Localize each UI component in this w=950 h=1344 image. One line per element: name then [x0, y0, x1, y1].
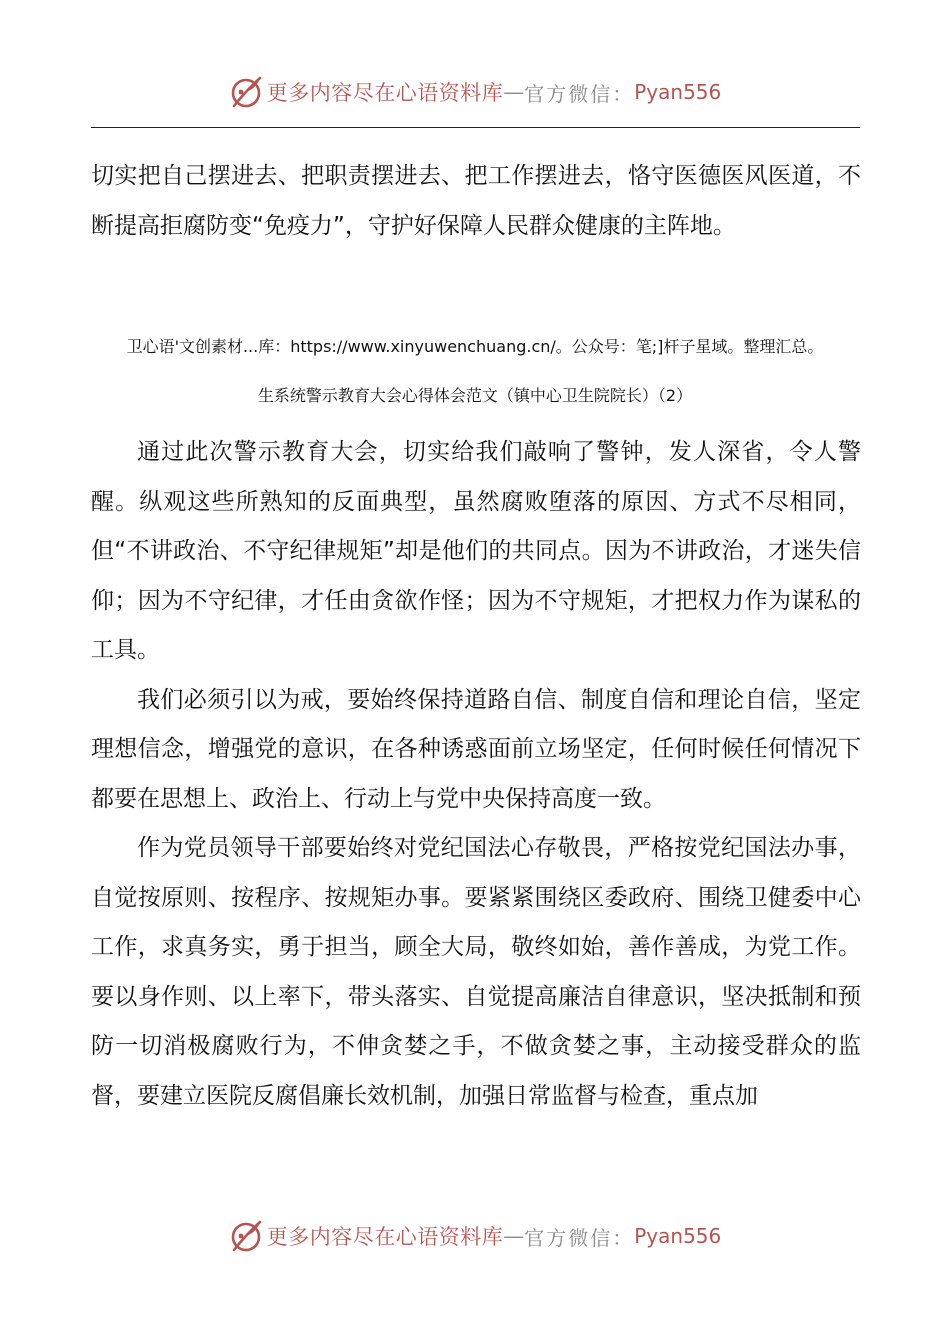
header-wechat-label: 官方微信： — [524, 81, 635, 106]
continued-paragraph: 切实把自己摆进去、把职责摆进去、把工作摆进去，恪守医德医风医道，不断提高拒腐防变“免疫力”，守护好保障人民群众健康的主阵地。 — [91, 163, 861, 239]
quill-pen-logo-icon — [229, 1219, 263, 1253]
footer-separator: — — [503, 1224, 525, 1248]
article-subtitle: 生系统警示教育大会心得体会范文（镇中心卫生院院长）（2） — [257, 386, 693, 405]
body-paragraph: 我们必须引以为戒，要始终保持道路自信、制度自信和理论自信，坚定理想信念，增强党的意识，在各种诱惑面前立场坚定，任何时候任何情况下都要在思想上、政治上、行动上与党中央保持高度一致。 — [91, 686, 861, 812]
source-line: 卫心语'文创素材...库：https://www.xinyuwenchuang.cn/。公众号：笔;]杆子星域。整理汇总。 — [126, 337, 824, 356]
article-body — [91, 428, 861, 1121]
quill-pen-logo-icon — [229, 75, 263, 109]
body-paragraph: 作为党员领导干部要始终对党纪国法心存敬畏，严格按党纪国法办事，自觉按原则、按程序、按规矩办事。要紧紧围绕区委政府、围绕卫健委中心工作，求真务实，勇于担当，顾全大局，敬终如始，善作善成，为党工作。要以身作则、以上率下，带头落实、自觉提高廉洁自律意识，坚决抵制和预防一切消极腐败行为，不伸贪婪之手，不做贪婪之事，主动接受群众的监督，要建立医院反腐倡廉长效机制，加强日常监督与检查，重点加 — [91, 835, 861, 1109]
header-promo-text: 更多内容尽在心语资料库 — [266, 81, 504, 105]
header-divider — [91, 127, 860, 128]
header-banner — [0, 72, 950, 112]
footer-banner — [0, 1216, 950, 1256]
footer-wechat-label: 官方微信： — [524, 1225, 635, 1250]
header-separator: — — [503, 80, 525, 104]
header-wechat-id: Pyan556 — [634, 80, 722, 104]
body-paragraph: 通过此次警示教育大会，切实给我们敲响了警钟，发人深省，令人警醒。纵观这些所熟知的反面典型，虽然腐败堕落的原因、方式不尽相同，但“不讲政治、不守纪律规矩”却是他们的共同点。因为不讲政治，才迷失信仰；因为不守纪律，才任由贪欲作怪；因为不守规矩，才把权力作为谋私的工具。 — [91, 439, 861, 663]
footer-promo-text: 更多内容尽在心语资料库 — [266, 1225, 504, 1249]
footer-wechat-id: Pyan556 — [634, 1224, 722, 1248]
